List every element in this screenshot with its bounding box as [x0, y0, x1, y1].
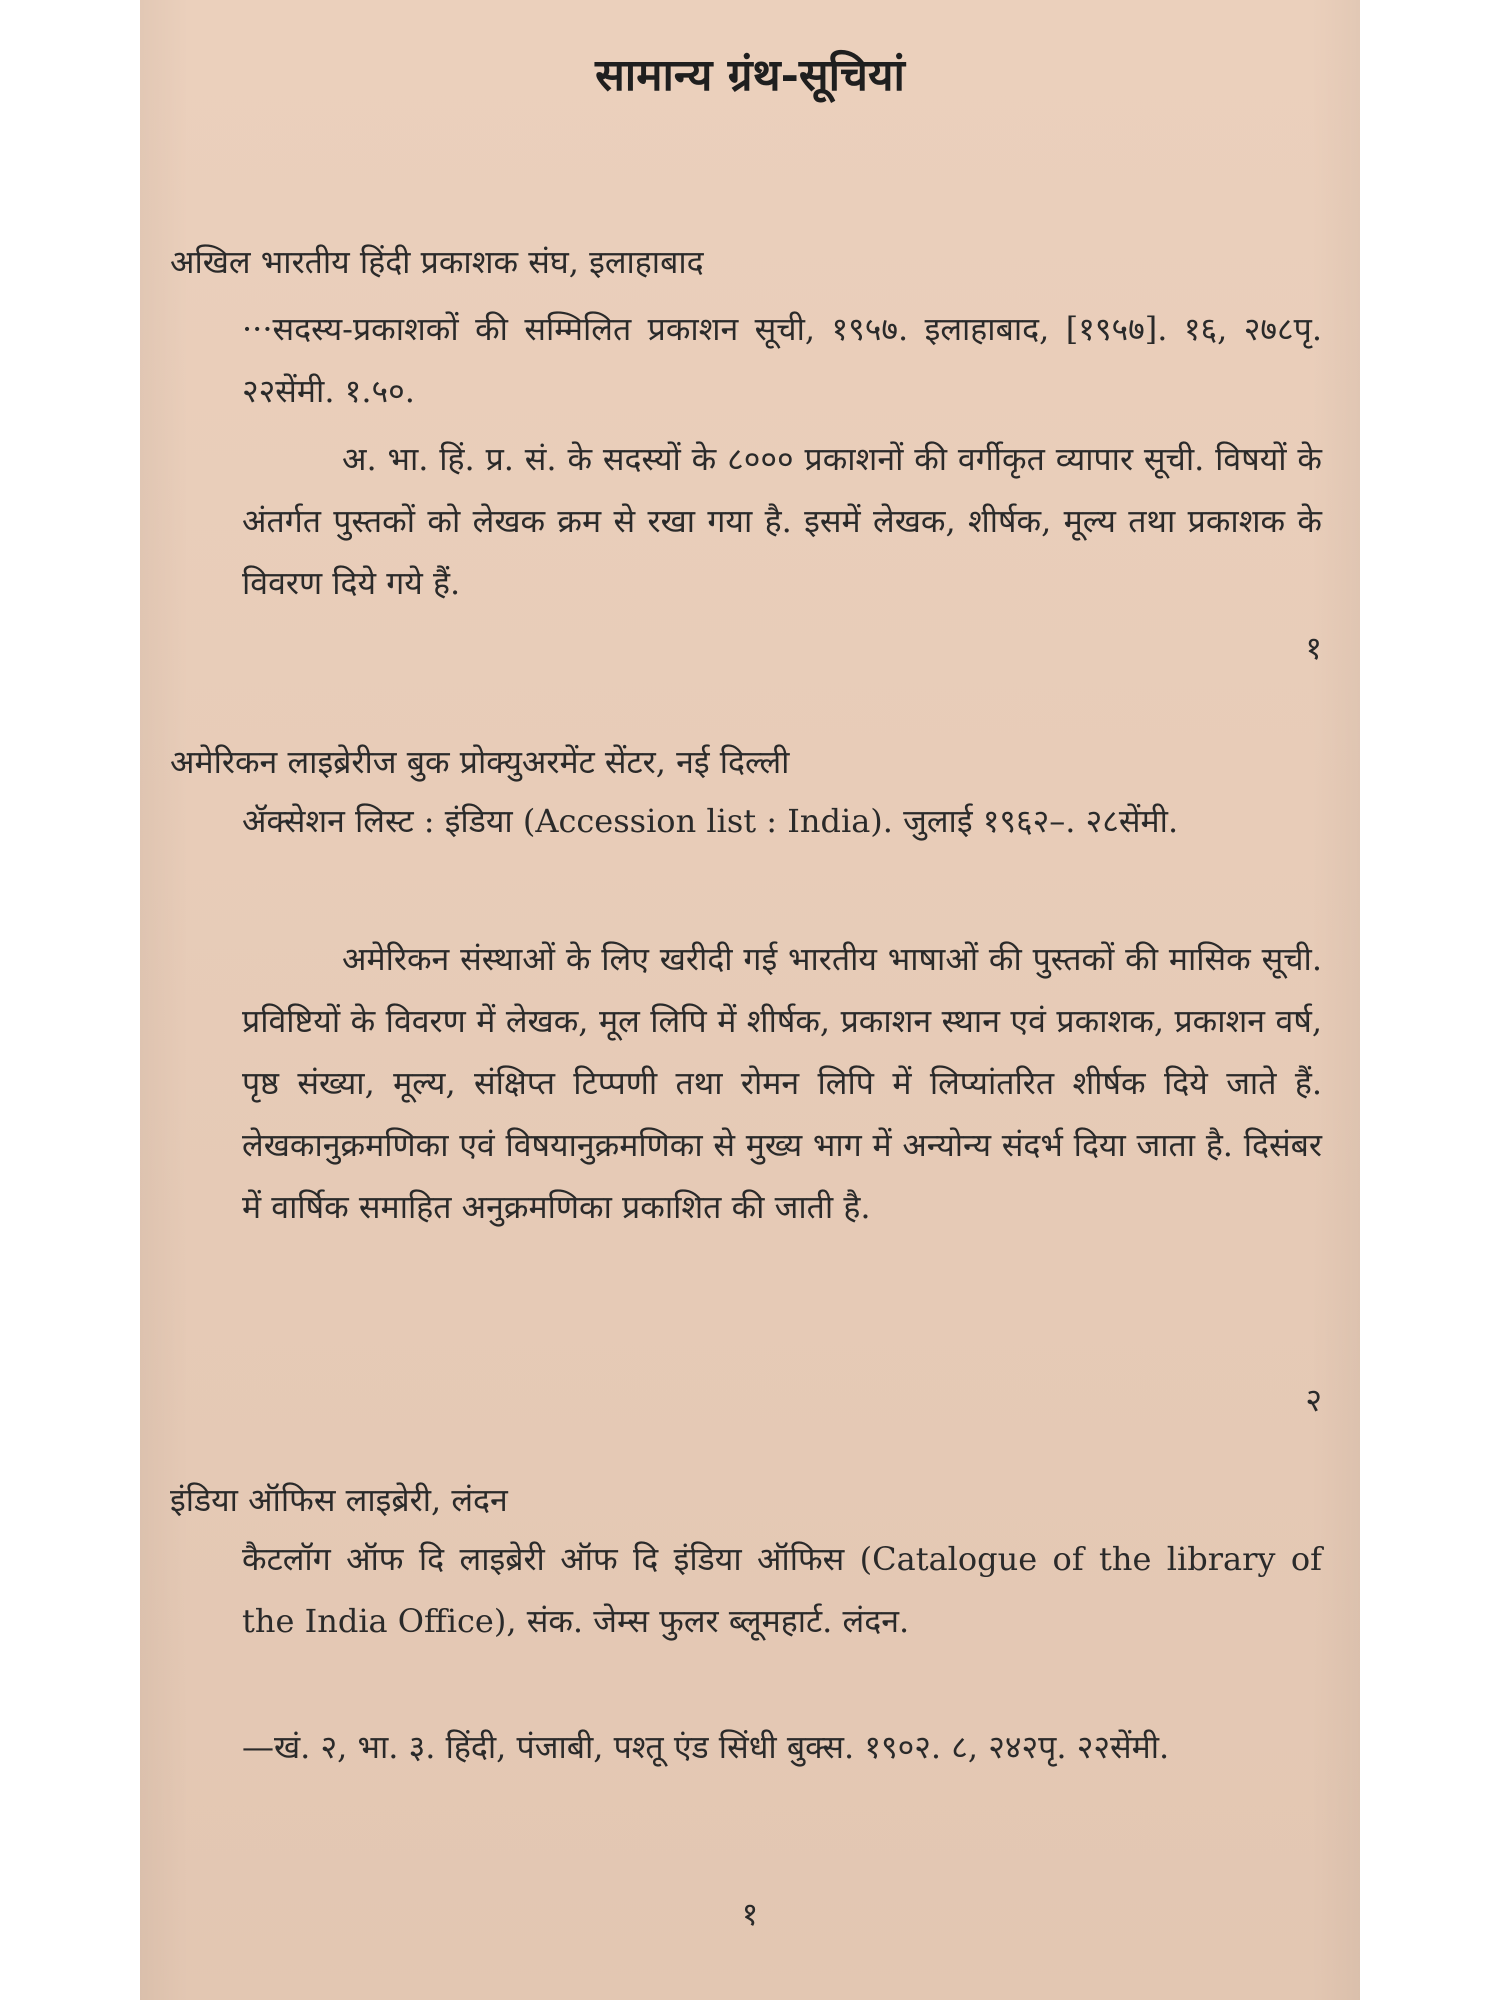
entry-number: १: [1305, 629, 1322, 667]
entry-annotation: अ. भा. हिं. प्र. सं. के सदस्यों के ८००० प्रकाशनों की वर्गीकृत व्यापार सूची. विषयों के अंतर्गत पुस्तकों को लेखक क्रम से रखा गया है. इसमें लेखक, शीर्षक, मूल्य तथा प्रकाशक के विवरण दिये गये हैं.: [242, 440, 1322, 602]
entry-number: २: [1305, 1381, 1322, 1419]
book-page: [140, 0, 1360, 2000]
page-title: सामान्य ग्रंथ-सूचियां: [595, 50, 905, 101]
entry-heading: इंडिया ऑफिस लाइब्रेरी, लंदन: [170, 1481, 508, 1519]
entry-citation: ॲक्सेशन लिस्ट : इंडिया (Accession list : India). जुलाई १९६२–. २८सेंमी.: [242, 802, 1179, 840]
entry-citation: कैटलॉग ऑफ दि लाइब्रेरी ऑफ दि इंडिया ऑफिस (Catalogue of the library of the India Office), संक. जेम्स फुलर ब्लूमहार्ट. लंदन.: [242, 1540, 1322, 1640]
entry-annotation: अमेरिकन संस्थाओं के लिए खरीदी गई भारतीय भाषाओं की पुस्तकों की मासिक सूची. प्रविष्टियों के विवरण में लेखक, मूल लिपि में शीर्षक, प्रकाशन स्थान एवं प्रकाशक, प्रकाशन वर्ष, पृष्ठ संख्या, मूल्य, संक्षिप्त टिप्पणी तथा रोमन लिपि में लिप्यांतरित शीर्षक दिये जाते हैं. लेखकानुक्रमणिका एवं विषयानुक्रमणिका से मुख्य भाग में अन्योन्य संदर्भ दिया जाता है. दिसंबर में वार्षिक समाहित अनुक्रमणिका प्रकाशित की जाती है.: [242, 940, 1322, 1226]
page-number: १: [741, 1895, 759, 1933]
entry-citation: ···सदस्य-प्रकाशकों की सम्मिलित प्रकाशन सूची, १९५७. इलाहाबाद, [१९५७]. १६, २७८पृ. २२सेंमी. १.५०.: [242, 310, 1322, 410]
entry-heading: अमेरिकन लाइब्रेरीज बुक प्रोक्युअरमेंट सेंटर, नई दिल्ली: [170, 743, 790, 781]
entry-subcitation: —खं. २, भा. ३. हिंदी, पंजाबी, पश्तू एंड सिंधी बुक्स. १९०२. ८, २४२पृ. २२सेंमी.: [242, 1728, 1170, 1766]
entry-heading: अखिल भारतीय हिंदी प्रकाशक संघ, इलाहाबाद: [170, 243, 704, 281]
